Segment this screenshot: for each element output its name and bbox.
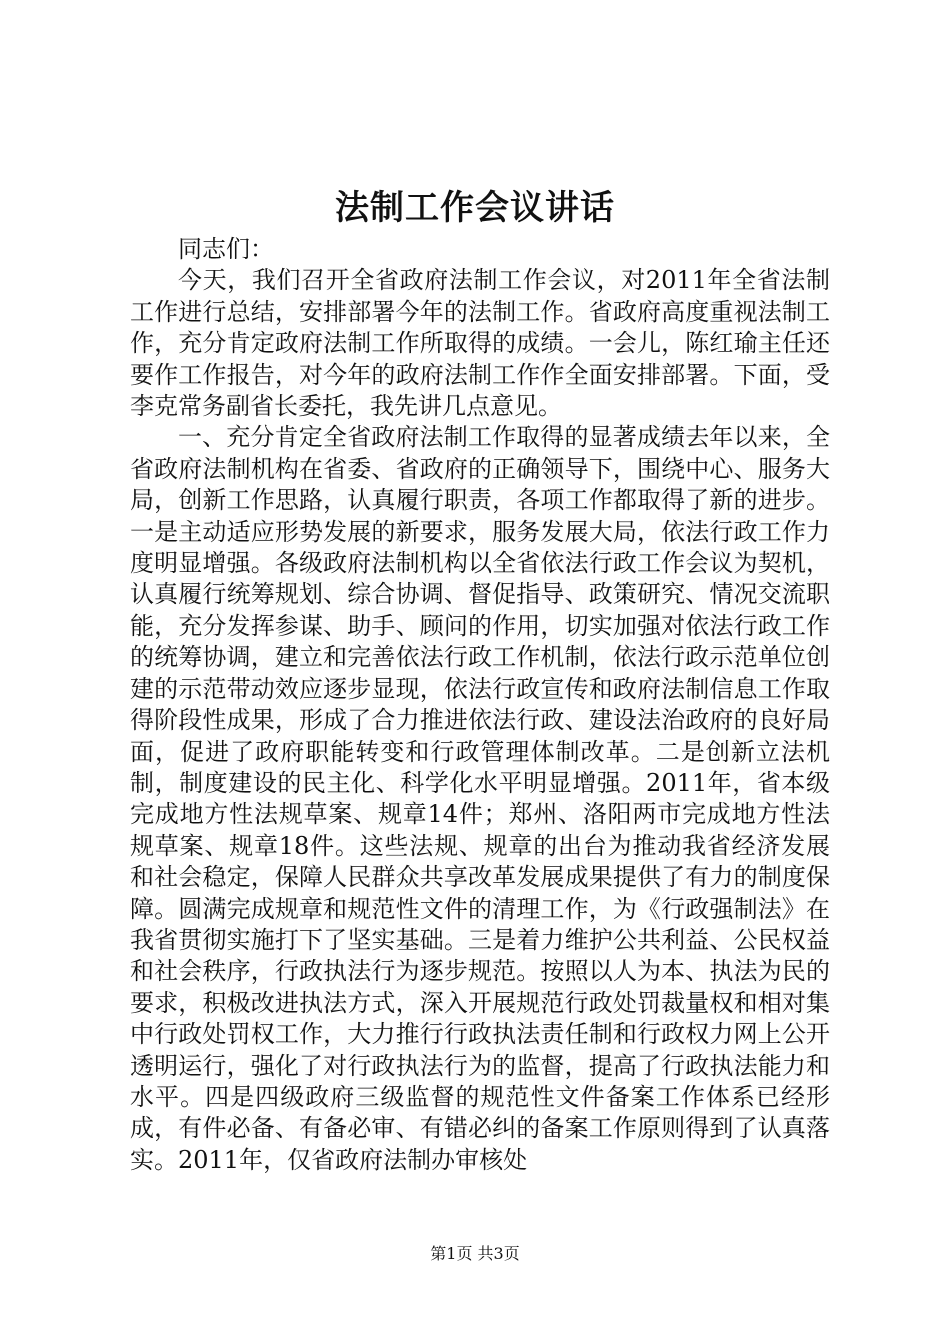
paragraph-intro: 今天，我们召开全省政府法制工作会议，对2011年全省法制工作进行总结，安排部署今年的法制工作。省政府高度重视法制工作，充分肯定政府法制工作所取得的成绩。一会儿，陈红瑜主任还要作工作报告，对今年的政府法制工作作全面安排部署。下面，受李克常务副省长委托，我先讲几点意见。	[130, 266, 830, 421]
page-footer: 第1页 共3页	[430, 1244, 520, 1263]
document-body	[130, 234, 830, 1176]
page-title: 法制工作会议讲话	[335, 188, 615, 228]
salutation: 同志们：	[178, 235, 274, 263]
paragraph-section-one: 一、充分肯定全省政府法制工作取得的显著成绩去年以来，全省政府法制机构在省委、省政府的正确领导下，围绕中心、服务大局，创新工作思路，认真履行职责，各项工作都取得了新的进步。一是主动适应形势发展的新要求，服务发展大局，依法行政工作力度明显增强。各级政府法制机构以全省依法行政工作会议为契机，认真履行统筹规划、综合协调、督促指导、政策研究、情况交流职能，充分发挥参谋、助手、顾问的作用，切实加强对依法行政工作的统筹协调，建立和完善依法行政工作机制，依法行政示范单位创建的示范带动效应逐步显现，依法行政宣传和政府法制信息工作取得阶段性成果，形成了合力推进依法行政、建设法治政府的良好局面，促进了政府职能转变和行政管理体制改革。二是创新立法机制，制度建设的民主化、科学化水平明显增强。2011年，省本级完成地方性法规草案、规章14件；郑州、洛阳两市完成地方性法规草案、规章18件。这些法规、规章的出台为推动我省经济发展和社会稳定，保障人民群众共享改革发展成果提供了有力的制度保障。圆满完成规章和规范性文件的清理工作，为《行政强制法》在我省贯彻实施打下了坚实基础。三是着力维护公共利益、公民权益和社会秩序，行政执法行为逐步规范。按照以人为本、执法为民的要求，积极改进执法方式，深入开展规范行政处罚裁量权和相对集中行政处罚权工作，大力推行行政执法责任制和行政权力网上公开透明运行，强化了对行政执法行为的监督，提高了行政执法能力和水平。四是四级政府三级监督的规范性文件备案工作体系已经形成，有件必备、有备必审、有错必纠的备案工作原则得到了认真落实。2011年，仅省政府法制办审核处	[130, 423, 830, 1174]
